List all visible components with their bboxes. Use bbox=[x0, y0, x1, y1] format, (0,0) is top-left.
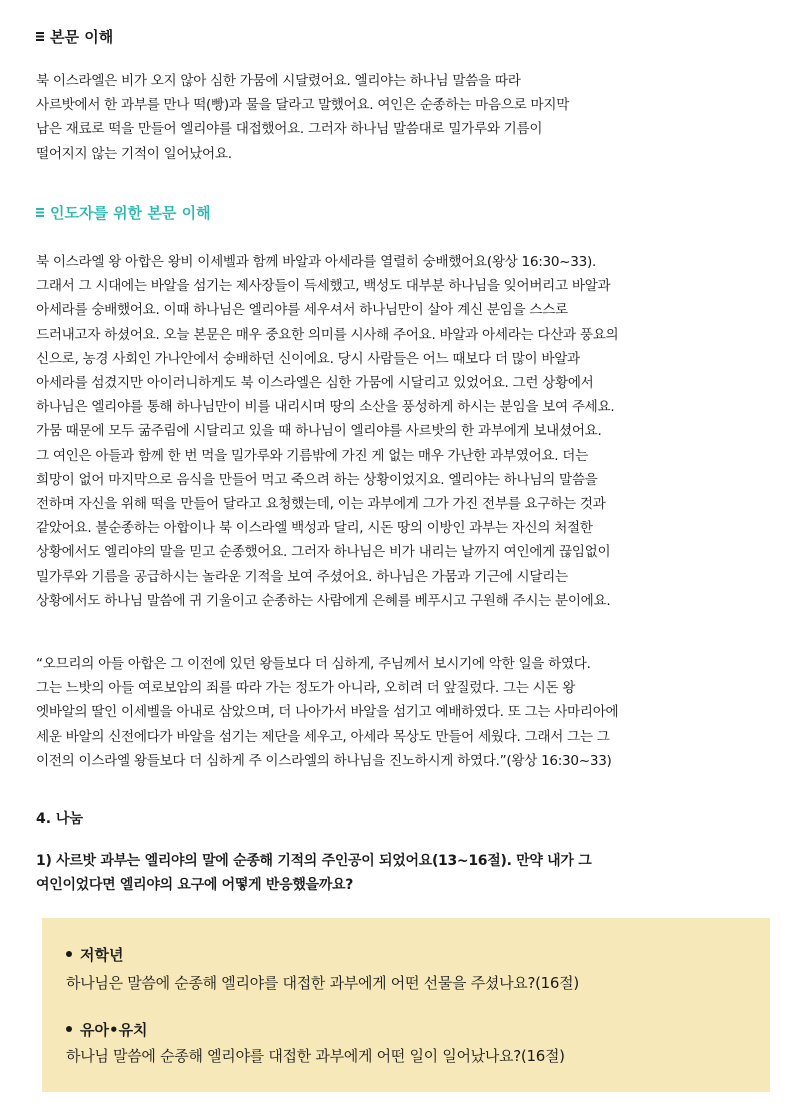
paragraph-line: 북 이스라엘은 비가 오지 않아 심한 가뭄에 시달렸어요. 엘리야는 하나님 말씀을 따라 bbox=[36, 73, 521, 89]
quote-line: 엣바알의 딸인 이세벨을 아내로 삼았으며, 더 나아가서 바알을 섬기고 예배하였다. 또 그는 사마리아에 bbox=[36, 704, 619, 721]
paragraph-line: 북 이스라엘 왕 아합은 왕비 이세벨과 함께 바알과 아세라를 열렬히 숭배했어요(왕상 16:30~33). bbox=[36, 254, 596, 270]
age-group-questions-box bbox=[42, 918, 770, 1092]
paragraph-line: 밀가루와 기름을 공급하시는 놀라운 기적을 보여 주셨어요. 하나님은 가뭄과 기근에 시달리는 bbox=[36, 568, 568, 585]
paragraph-line: 상황에서도 하나님 말씀에 귀 기울이고 순종하는 사람에게 은혜를 베푸시고 구원해 주시는 분이에요. bbox=[36, 592, 611, 609]
question-line: 여인이었다면 엘리야의 요구에 어떻게 반응했을까요? bbox=[36, 877, 354, 893]
paragraph-line: 그래서 그 시대에는 바알을 섬기는 제사장들이 득세했고, 백성도 대부분 하나님을 잊어버리고 바알과 bbox=[36, 278, 611, 295]
paragraph-line: 아세라를 숭배했어요. 이때 하나님은 엘리야를 세우셔서 하나님만이 살아 계신 분임을 스스로 bbox=[36, 302, 568, 319]
quote-line: 그는 느밧의 아들 여로보암의 죄를 따라 가는 정도가 아니라, 오히려 더 앞질렀다. 그는 시돈 왕 bbox=[36, 680, 576, 697]
quote-line: 세운 바알의 신전에다가 바알을 섬기는 제단을 세우고, 아세라 목상도 만들어 세웠다. 그래서 그는 그 bbox=[36, 728, 610, 745]
paragraph-line: 신으로, 농경 사회인 가나안에서 숭배하던 신이에요. 당시 사람들은 어느 때보다 더 많이 바알과 bbox=[36, 350, 580, 367]
paragraph-line: 드러내고자 하셨어요. 오늘 본문은 매우 중요한 의미를 시사해 주어요. 바알과 아세라는 다산과 풍요의 bbox=[36, 326, 619, 343]
paragraph-line: 전하며 자신을 위해 떡을 만들어 달라고 요청했는데, 이는 과부에게 그가 가진 전부를 요구하는 것과 bbox=[36, 496, 606, 513]
sharing-section-title: 4. 나눔 bbox=[36, 811, 83, 827]
quote-line: “오므리의 아들 아합은 그 이전에 있던 왕들보다 더 심하게, 주님께서 보시기에 악한 일을 하였다. bbox=[36, 656, 591, 672]
age-group-question-preschool: 하나님 말씀에 순종해 엘리야를 대접한 과부에게 어떤 일이 일어났나요?(16절) bbox=[66, 1047, 565, 1065]
paragraph-line: 가뭄 때문에 모두 굶주림에 시달리고 있을 때 하나님이 엘리야를 사르밧의 한 과부에게 보내셨어요. bbox=[36, 423, 602, 440]
bullet-icon bbox=[66, 951, 72, 957]
sharing-question bbox=[36, 849, 776, 897]
paragraph-line: 상황에서도 엘리야의 말을 믿고 순종했어요. 그러자 하나님은 비가 내리는 날까지 여인에게 끊임없이 bbox=[36, 544, 611, 561]
paragraph-line: 아세라를 섬겼지만 아이러니하게도 북 이스라엘은 심한 가뭄에 시달리고 있었어요. 그런 상황에서 bbox=[36, 375, 594, 392]
section-heading-leader-understanding: 인도자를 위한 본문 이해 bbox=[36, 202, 211, 223]
list-marker-icon bbox=[36, 208, 44, 217]
age-group-title-lower-grades: 저학년 bbox=[66, 944, 123, 965]
leader-understanding-paragraph bbox=[36, 250, 776, 613]
paragraph-line: 그 여인은 아들과 함께 한 번 먹을 밀가루와 기름밖에 가진 게 없는 매우 가난한 과부였어요. 더는 bbox=[36, 447, 588, 464]
age-group-title-preschool: 유아•유치 bbox=[66, 1019, 148, 1040]
scripture-quote-paragraph bbox=[36, 652, 776, 773]
list-marker-icon bbox=[36, 32, 44, 41]
paragraph-line: 하나님은 엘리야를 통해 하나님만이 비를 내리시며 땅의 소산을 풍성하게 하시는 분임을 보여 주세요. bbox=[36, 399, 615, 416]
quote-line: 이전의 이스라엘 왕들보다 더 심하게 주 이스라엘의 하나님을 진노하시게 하였다.”(왕상 16:30~33) bbox=[36, 752, 612, 769]
section-heading-text-understanding: 본문 이해 bbox=[36, 26, 113, 47]
text-understanding-paragraph bbox=[36, 69, 776, 166]
paragraph-line: 같았어요. 불순종하는 아합이나 북 이스라엘 백성과 달리, 시돈 땅의 이방인 과부는 자신의 처절한 bbox=[36, 520, 593, 537]
paragraph-line: 떨어지지 않는 기적이 일어났어요. bbox=[36, 145, 232, 162]
question-line: 1) 사르밧 과부는 엘리야의 말에 순종해 기적의 주인공이 되었어요(13~16절). 만약 내가 그 bbox=[36, 853, 592, 869]
paragraph-line: 남은 재료로 떡을 만들어 엘리야를 대접했어요. 그러자 하나님 말씀대로 밀가루와 기름이 bbox=[36, 121, 543, 138]
paragraph-line: 사르밧에서 한 과부를 만나 떡(빵)과 물을 달라고 말했어요. 여인은 순종하는 마음으로 마지막 bbox=[36, 97, 570, 114]
paragraph-line: 희망이 없어 마지막으로 음식을 만들어 먹고 죽으려 하는 상황이었지요. 엘리야는 하나님의 말씀을 bbox=[36, 471, 598, 488]
age-group-question-lower-grades: 하나님은 말씀에 순종해 엘리야를 대접한 과부에게 어떤 선물을 주셨나요?(16절) bbox=[66, 974, 579, 992]
bullet-icon bbox=[66, 1026, 72, 1032]
